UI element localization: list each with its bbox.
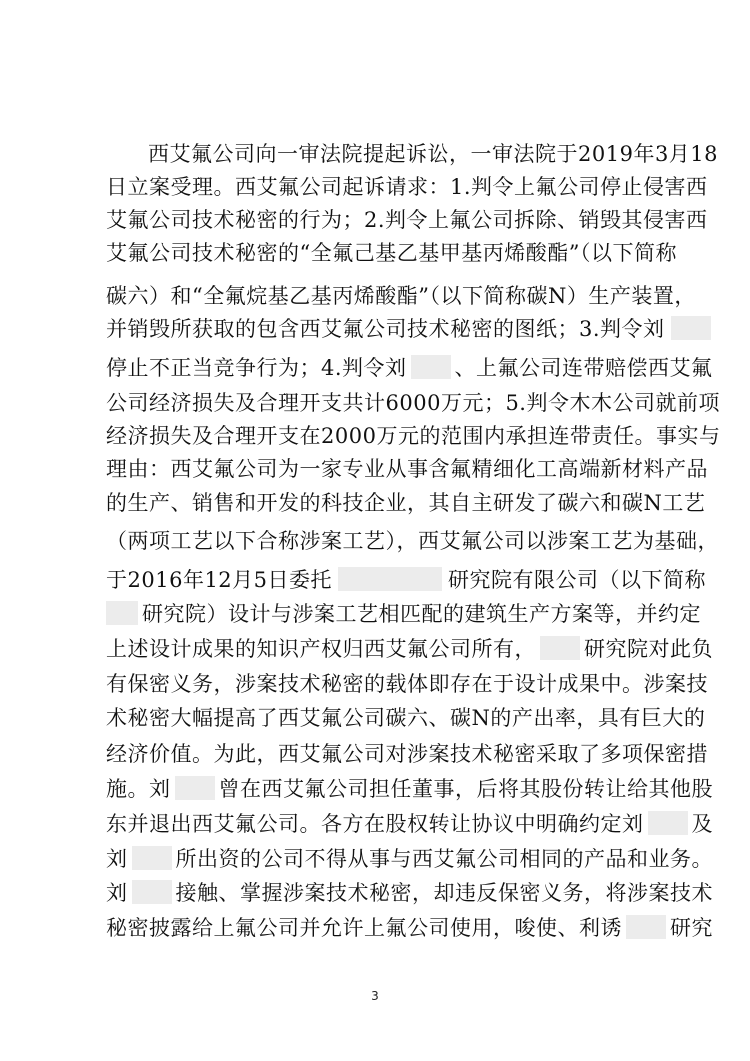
redaction-block [338,567,442,591]
text-line-5: 碳六）和“全氟烷基乙基丙烯酸酯”（以下简称碳N）生产装置， [106,284,696,308]
text-line-8: 公司经济损失及合理开支共计6000万元；5.判令木木公司就前项 [106,391,720,415]
text-line-16: 有保密义务，涉案技术秘密的载体即存在于设计成果中。涉案技 [106,672,708,696]
text-line-11: 的生产、销售和开发的科技企业，其自主研发了碳六和碳N工艺 [106,491,706,515]
redaction-block [648,811,688,835]
redaction-block [106,601,138,625]
text-line-9: 经济损失及合理开支在2000万元的范围内承担连带责任。事实与 [106,424,721,448]
redaction-block [411,355,451,379]
text-line-19: 施。刘 曾在西艾氟公司担任董事，后将其股份转让给其他股 [106,777,713,801]
text-line-10: 理由：西艾氟公司为一家专业从事含氟精细化工高端新材料产品 [106,457,708,481]
redaction-block [132,846,172,870]
text-line-3: 艾氟公司技术秘密的行为；2.判令上氟公司拆除、销毁其侵害西 [106,208,708,232]
redaction-block [132,880,172,904]
text-line-14: 研究院）设计与涉案工艺相匹配的建筑生产方案等，并约定 [106,599,701,629]
redaction-block [671,316,711,340]
text-line-21: 刘 所出资的公司不得从事与西艾氟公司相同的产品和业务。 [106,847,713,871]
text-line-15: 上述设计成果的知识产权归西艾氟公司所有， 研究院对此负 [106,637,713,661]
text-line-17: 术秘密大幅提高了西艾氟公司碳六、碳N的产出率，具有巨大的 [106,706,706,730]
text-line-4: 艾氟公司技术秘密的“全氟己基乙基甲基丙烯酸酯”（以下简称 [106,241,677,265]
text-line-2: 日立案受理。西艾氟公司起诉请求：1.判令上氟公司停止侵害西 [106,175,708,199]
text-line-20: 东并退出西艾氟公司。各方在股权转让协议中明确约定刘 及 [106,812,713,836]
text-line-6: 并销毁所获取的包含西艾氟公司技术秘密的图纸；3.判令刘 [106,314,711,344]
page-number: 3 [371,989,379,1003]
text-line-18: 经济价值。为此，西艾氟公司对涉案技术秘密采取了多项保密措 [106,742,708,766]
redaction-block [175,776,215,800]
text-line-1: 西艾氟公司向一审法院提起诉讼，一审法院于2019年3月18 [148,142,719,166]
text-line-13: 于2016年12月5日委托 研究院有限公司（以下简称 [106,568,707,592]
redaction-block [540,636,580,660]
text-line-23: 秘密披露给上氟公司并允许上氟公司使用，唆使、利诱 研究 [106,916,713,940]
redaction-block [626,915,666,939]
text-line-7: 停止不正当竞争行为；4.判令刘 、上氟公司连带赔偿西艾氟 [106,356,713,380]
text-line-12: （两项工艺以下合称涉案工艺），西艾氟公司以涉案工艺为基础， [106,529,719,553]
text-line-22: 刘 接触、掌握涉案技术秘密，却违反保密义务，将涉案技术 [106,881,713,905]
